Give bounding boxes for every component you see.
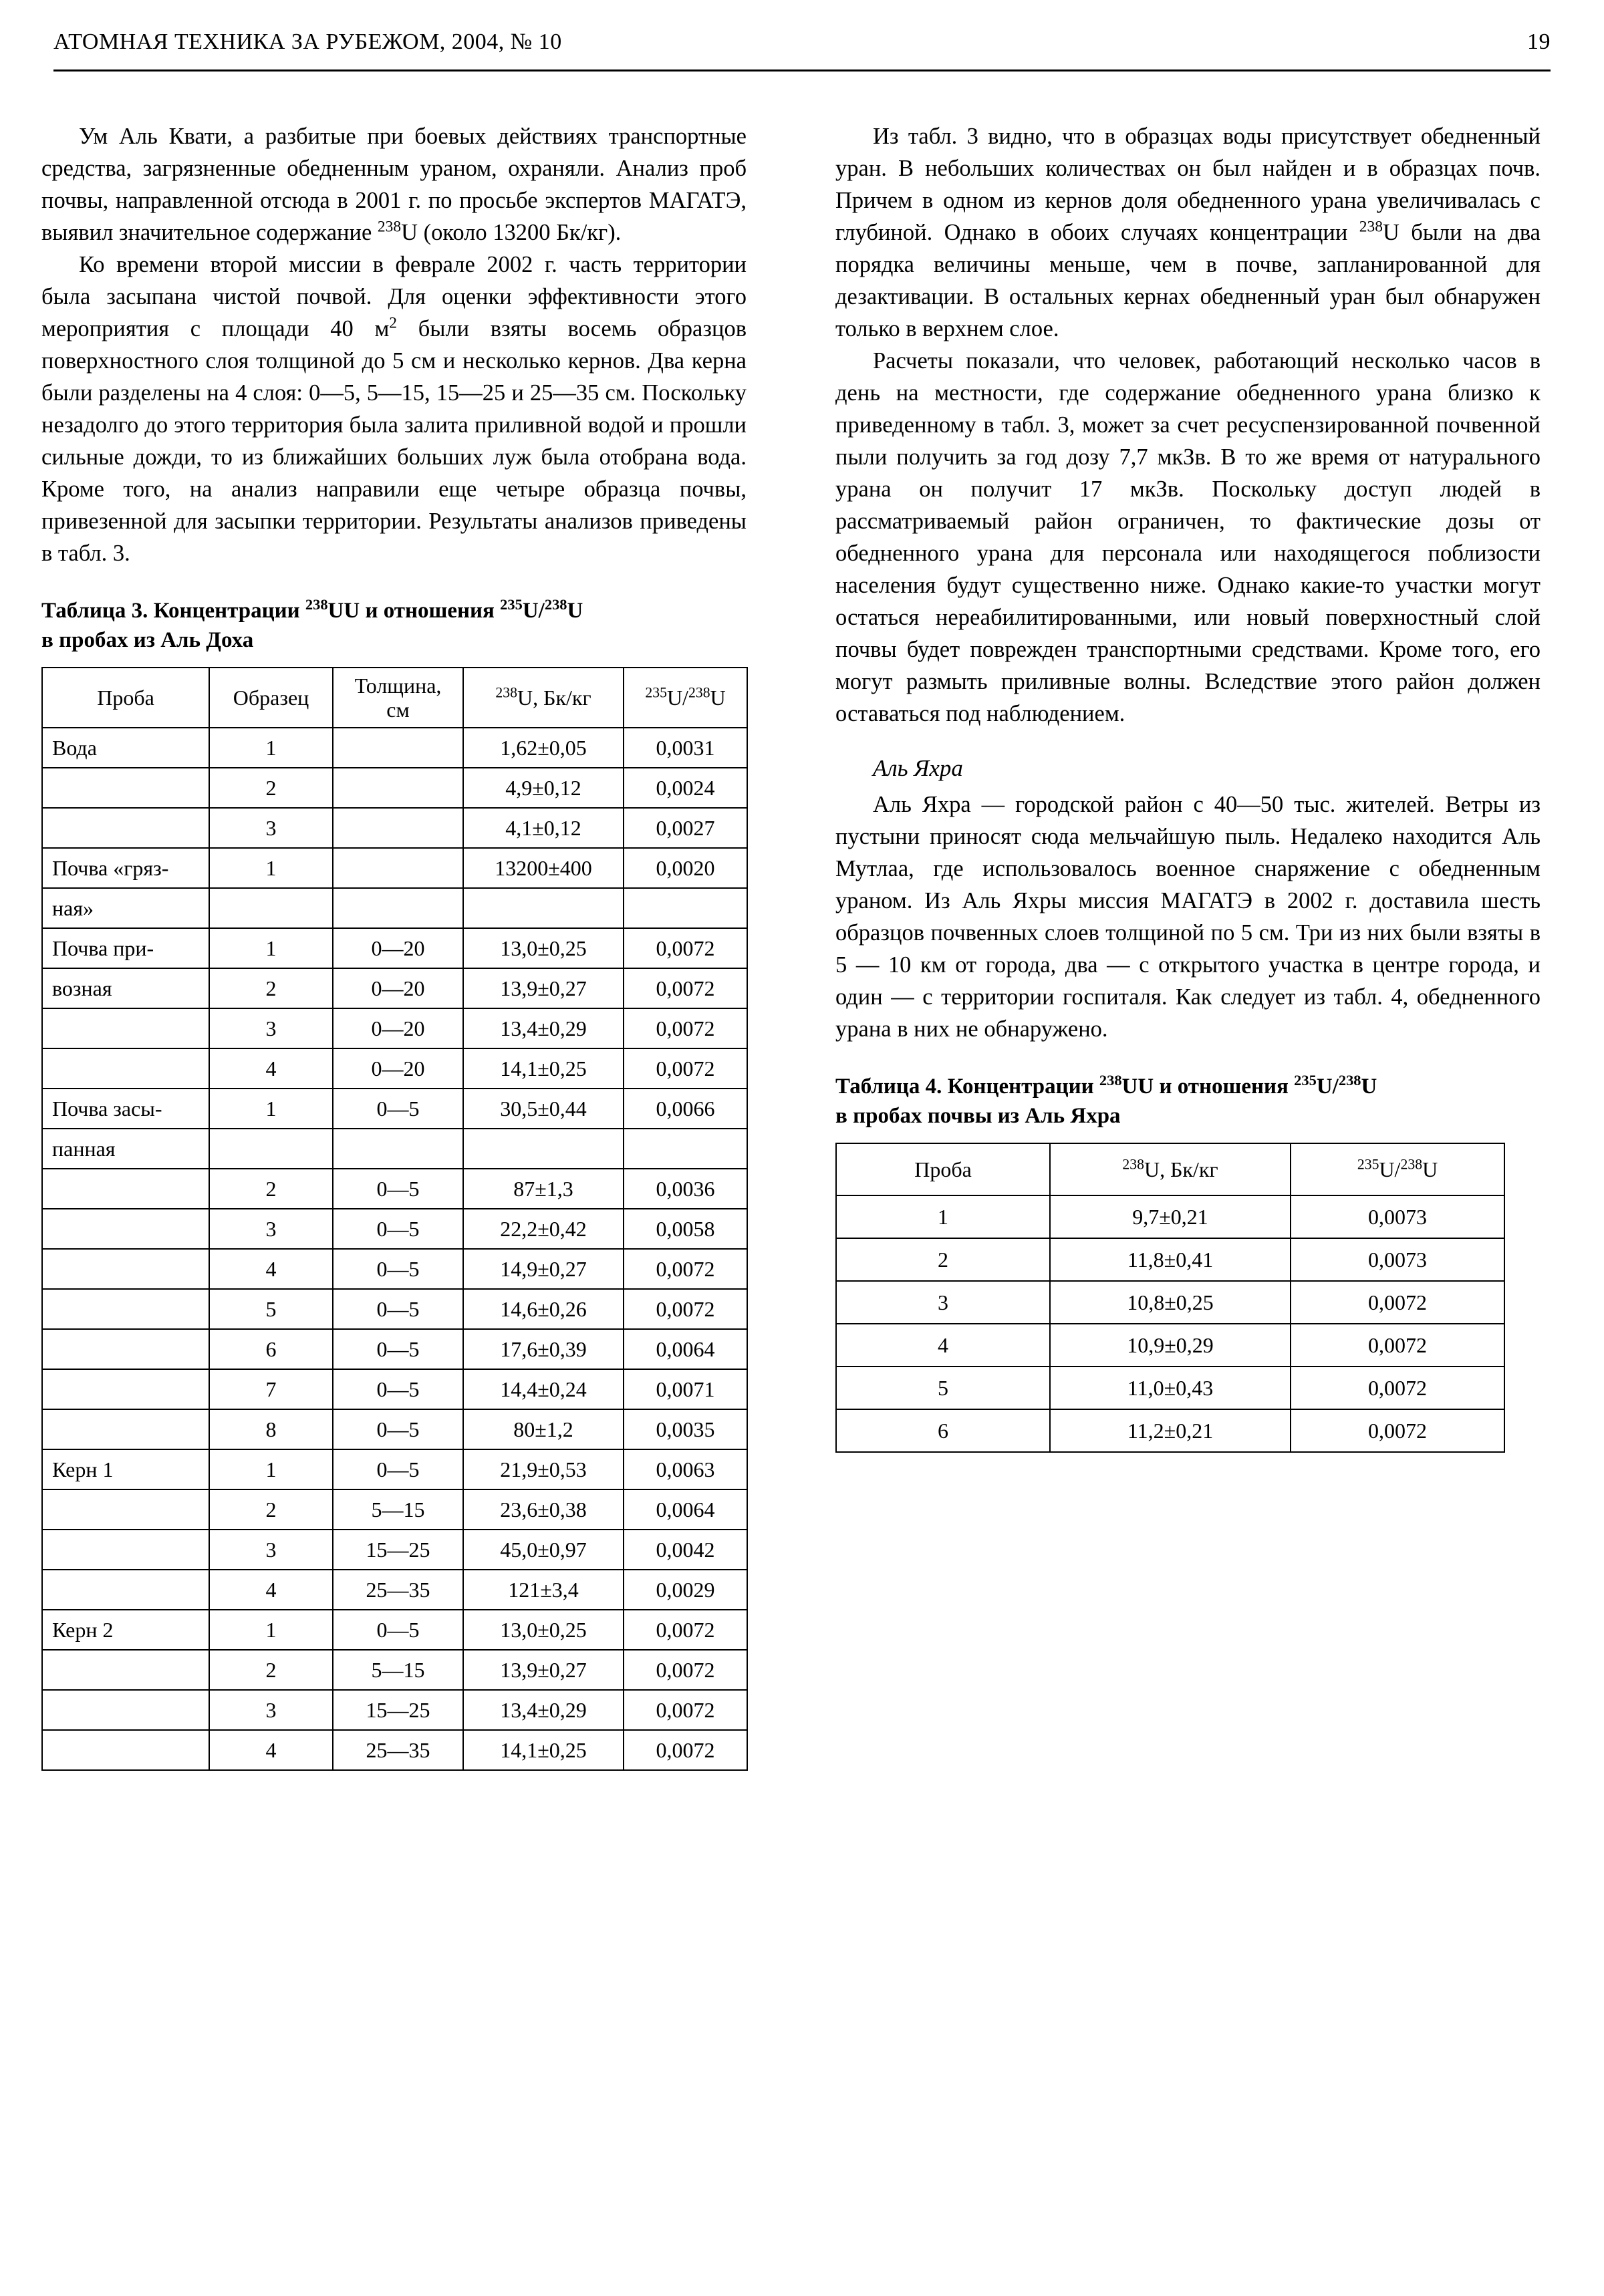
cell-obrazec <box>209 888 333 928</box>
cell-tolshchina: 0—5 <box>333 1249 463 1289</box>
cell-ratio: 0,0072 <box>624 1289 747 1329</box>
cell-ratio: 0,0072 <box>624 1730 747 1770</box>
sup-238-d: 238 <box>1338 1072 1361 1089</box>
table4-caption-line2: в пробах почвы из Аль Яхра <box>835 1104 1121 1128</box>
page-number: 19 <box>1527 29 1551 54</box>
table-row <box>836 1238 1504 1281</box>
table4-caption: Таблица 4. Концентрации $^{238}$UU и отношения $^{235}$U/$^{238}$U в пробах почвы из Аль Яхра <box>835 1072 1377 1128</box>
cell-proba: Почва засы- <box>42 1089 209 1129</box>
cell-obrazec: 2 <box>209 768 333 808</box>
cell-tolshchina <box>333 808 463 848</box>
cell-u238: 87±1,3 <box>463 1169 624 1209</box>
cell-proba: 5 <box>836 1367 1050 1409</box>
cell-u238: 11,8±0,41 <box>1050 1238 1291 1281</box>
cell-u238: 4,1±0,12 <box>463 808 624 848</box>
table-row <box>42 848 747 888</box>
table-row <box>42 1209 747 1249</box>
cell-proba <box>42 1169 209 1209</box>
sup-238-a: 238 <box>305 596 328 613</box>
table-row <box>42 1048 747 1089</box>
cell-proba <box>42 1249 209 1289</box>
table-row <box>42 1530 747 1570</box>
cell-obrazec: 1 <box>209 1449 333 1489</box>
cell-tolshchina: 0—5 <box>333 1409 463 1449</box>
table4-body <box>836 1195 1504 1452</box>
cell-ratio: 0,0072 <box>624 1249 747 1289</box>
cell-proba <box>42 1409 209 1449</box>
cell-ratio: 0,0072 <box>1291 1367 1504 1409</box>
sup-238-c: 238 <box>1099 1072 1122 1089</box>
th-tolshchina: Толщина, см <box>333 668 463 728</box>
cell-proba <box>42 1369 209 1409</box>
table-row <box>42 1249 747 1289</box>
cell-proba <box>42 1489 209 1530</box>
cell-ratio: 0,0027 <box>624 808 747 848</box>
u-letter-d: U <box>1121 1074 1138 1099</box>
cell-tolshchina: 0—5 <box>333 1089 463 1129</box>
cell-u238: 1,62±0,05 <box>463 728 624 768</box>
th4-ratio: $^{235}$U/$^{238}$U <box>1291 1143 1504 1195</box>
cell-ratio: 0,0064 <box>624 1329 747 1369</box>
cell-u238: 22,2±0,42 <box>463 1209 624 1249</box>
cell-obrazec: 5 <box>209 1289 333 1329</box>
cell-obrazec: 8 <box>209 1409 333 1449</box>
table3-header-row <box>42 668 747 728</box>
cell-tolshchina: 0—20 <box>333 1048 463 1089</box>
cell-u238: 13,4±0,29 <box>463 1008 624 1048</box>
cell-proba: панная <box>42 1129 209 1169</box>
cell-proba <box>42 1329 209 1369</box>
cell-proba <box>42 1048 209 1089</box>
cell-ratio: 0,0058 <box>624 1209 747 1249</box>
cell-proba: Керн 2 <box>42 1610 209 1650</box>
cell-u238: 14,9±0,27 <box>463 1249 624 1289</box>
cell-tolshchina: 0—5 <box>333 1289 463 1329</box>
cell-obrazec: 3 <box>209 808 333 848</box>
cell-u238: 11,0±0,43 <box>1050 1367 1291 1409</box>
right-column <box>835 120 1541 1453</box>
cell-proba: 6 <box>836 1409 1050 1452</box>
table3-caption-pre: Таблица 3. Концентрации <box>41 599 305 623</box>
cell-ratio: 0,0072 <box>1291 1324 1504 1367</box>
cell-u238: 13,0±0,25 <box>463 928 624 968</box>
cell-ratio: 0,0031 <box>624 728 747 768</box>
th4-u238: $^{238}$U, Бк/кг <box>1050 1143 1291 1195</box>
paragraph-r1: Из табл. 3 видно, что в образцах воды присутствует обедненный уран. В небольших количествах он был найден и в образцах почв. Причем в одном из кернов доля обедненного урана увеличивалась с глубиной. Однако в обоих случаях концентрации $^{238}$U были на два порядка величины меньше, чем в почве, запланированной для дезактивации. В остальных кернах обедненный уран был обнаружен только в верхнем слое. <box>835 124 1541 341</box>
cell-obrazec: 3 <box>209 1530 333 1570</box>
paragraph-r3: Аль Яхра — городской район с 40—50 тыс. жителей. Ветры из пустыни приносят сюда мельчайшую пыль. Недалеко находится Аль Мутлаа, где использовалось военное снаряжение с обедненным ураном. Из Аль Яхры миссия МАГАТЭ в 2002 г. доставила шесть образцов почвенных слоев толщиной по 5 см. Три из них были взяты в 5 — 10 км от города, два — с открытого участка в центре города, и один — с территории госпиталя. Как следует из табл. 4, обедненного урана в них не обнаружено. <box>835 792 1541 1042</box>
th4-proba: Проба <box>836 1143 1050 1195</box>
table-row <box>42 1329 747 1369</box>
cell-proba: 3 <box>836 1281 1050 1324</box>
cell-u238: 23,6±0,38 <box>463 1489 624 1530</box>
cell-u238: 14,1±0,25 <box>463 1730 624 1770</box>
table-row <box>836 1324 1504 1367</box>
cell-u238: 121±3,4 <box>463 1570 624 1610</box>
cell-proba: возная <box>42 968 209 1008</box>
table-row <box>42 888 747 928</box>
table-row <box>42 1650 747 1690</box>
cell-proba: Вода <box>42 728 209 768</box>
table4-caption-mid: U и отношения <box>1138 1074 1295 1099</box>
paragraph-l1: Ум Аль Квати, а разбитые при боевых действиях транспортные средства, загрязненные обедненным ураном, охраняли. Анализ проб почвы, направленной отсюда в 2001 г. по просьбе экспертов МАГАТЭ, выявил значительное содержание $^{238}$U (около 13200 Бк/кг). <box>41 124 747 245</box>
cell-u238 <box>463 888 624 928</box>
cell-u238: 10,9±0,29 <box>1050 1324 1291 1367</box>
cell-tolshchina: 0—5 <box>333 1209 463 1249</box>
cell-ratio: 0,0024 <box>624 768 747 808</box>
cell-tolshchina: 15—25 <box>333 1530 463 1570</box>
cell-ratio: 0,0072 <box>624 1690 747 1730</box>
cell-u238: 13,9±0,27 <box>463 1650 624 1690</box>
cell-u238: 4,9±0,12 <box>463 768 624 808</box>
cell-obrazec: 3 <box>209 1008 333 1048</box>
table-row <box>42 808 747 848</box>
cell-obrazec: 1 <box>209 848 333 888</box>
cell-u238: 13,0±0,25 <box>463 1610 624 1650</box>
cell-proba <box>42 1690 209 1730</box>
cell-proba: Почва при- <box>42 928 209 968</box>
table-row <box>836 1195 1504 1238</box>
cell-tolshchina: 0—20 <box>333 968 463 1008</box>
table-row <box>42 1489 747 1530</box>
table-row <box>836 1367 1504 1409</box>
table-row <box>42 968 747 1008</box>
cell-proba: 2 <box>836 1238 1050 1281</box>
cell-proba <box>42 1650 209 1690</box>
cell-tolshchina <box>333 768 463 808</box>
cell-tolshchina: 25—35 <box>333 1730 463 1770</box>
cell-obrazec: 2 <box>209 1169 333 1209</box>
sup-235-a: 235 <box>500 596 523 613</box>
table3-caption-line2: в пробах из Аль Доха <box>41 628 254 652</box>
sup-238-b: 238 <box>544 596 567 613</box>
cell-proba <box>42 768 209 808</box>
u-letter-c: U <box>567 599 583 623</box>
cell-proba <box>42 808 209 848</box>
cell-obrazec: 2 <box>209 968 333 1008</box>
cell-obrazec: 2 <box>209 1489 333 1530</box>
cell-ratio: 0,0035 <box>624 1409 747 1449</box>
cell-obrazec: 4 <box>209 1570 333 1610</box>
cell-proba: ная» <box>42 888 209 928</box>
cell-proba <box>42 1730 209 1770</box>
table-row <box>42 1730 747 1770</box>
cell-ratio: 0,0072 <box>1291 1281 1504 1324</box>
cell-u238: 14,4±0,24 <box>463 1369 624 1409</box>
cell-obrazec: 4 <box>209 1048 333 1089</box>
cell-ratio <box>624 888 747 928</box>
cell-proba: 1 <box>836 1195 1050 1238</box>
cell-ratio <box>624 1129 747 1169</box>
table-row <box>42 728 747 768</box>
table3-caption-mid: U и отношения <box>344 599 501 623</box>
cell-ratio: 0,0072 <box>624 928 747 968</box>
cell-ratio: 0,0073 <box>1291 1238 1504 1281</box>
cell-obrazec <box>209 1129 333 1169</box>
cell-proba <box>42 1209 209 1249</box>
cell-u238 <box>463 1129 624 1169</box>
table4-header-row <box>836 1143 1504 1195</box>
cell-tolshchina: 0—5 <box>333 1610 463 1650</box>
sup-235-b: 235 <box>1294 1072 1317 1089</box>
cell-obrazec: 6 <box>209 1329 333 1369</box>
table-row <box>836 1409 1504 1452</box>
cell-ratio: 0,0072 <box>624 1008 747 1048</box>
cell-obrazec: 1 <box>209 928 333 968</box>
table4-wrapper <box>835 1143 1541 1453</box>
cell-tolshchina: 0—5 <box>333 1449 463 1489</box>
cell-ratio: 0,0020 <box>624 848 747 888</box>
cell-ratio: 0,0066 <box>624 1089 747 1129</box>
cell-u238: 14,1±0,25 <box>463 1048 624 1089</box>
cell-obrazec: 3 <box>209 1209 333 1249</box>
cell-obrazec: 4 <box>209 1249 333 1289</box>
th-u238: $^{238}$U, Бк/кг <box>463 668 624 728</box>
cell-ratio: 0,0064 <box>624 1489 747 1530</box>
cell-tolshchina: 5—15 <box>333 1650 463 1690</box>
table-row <box>42 1610 747 1650</box>
th-ratio: $^{235}$U/$^{238}$U <box>624 668 747 728</box>
cell-obrazec: 4 <box>209 1730 333 1770</box>
cell-tolshchina <box>333 728 463 768</box>
table-row <box>42 1008 747 1048</box>
left-column <box>41 120 747 1771</box>
cell-u238: 9,7±0,21 <box>1050 1195 1291 1238</box>
cell-proba: Почва «гряз- <box>42 848 209 888</box>
table-row <box>42 1690 747 1730</box>
u-letter-a: U <box>327 599 344 623</box>
table-row <box>42 1289 747 1329</box>
cell-ratio: 0,0072 <box>1291 1409 1504 1452</box>
cell-ratio: 0,0036 <box>624 1169 747 1209</box>
th-obrazec: Образец <box>209 668 333 728</box>
cell-tolshchina: 0—5 <box>333 1329 463 1369</box>
table-row <box>42 928 747 968</box>
table-row <box>42 1570 747 1610</box>
cell-u238: 11,2±0,21 <box>1050 1409 1291 1452</box>
cell-ratio: 0,0071 <box>624 1369 747 1409</box>
cell-tolshchina: 25—35 <box>333 1570 463 1610</box>
cell-ratio: 0,0072 <box>624 968 747 1008</box>
cell-proba <box>42 1289 209 1329</box>
cell-tolshchina <box>333 848 463 888</box>
cell-u238: 21,9±0,53 <box>463 1449 624 1489</box>
table-row <box>42 1129 747 1169</box>
cell-tolshchina: 0—20 <box>333 1008 463 1048</box>
cell-u238: 13,4±0,29 <box>463 1690 624 1730</box>
cell-obrazec: 1 <box>209 728 333 768</box>
cell-ratio: 0,0072 <box>624 1048 747 1089</box>
table-row <box>42 768 747 808</box>
paragraph-l2: Ко времени второй миссии в феврале 2002 г. часть территории была засыпана чистой почвой. Для оценки эффективности этого мероприятия с площади 40 $м^2$ были взяты восемь образцов поверхностного слоя толщиной до 5 см и несколько кернов. Два керна были разделены на 4 слоя: 0—5, 5—15, 15—25 и 25—35 см. Поскольку незадолго до этого территория была залита приливной водой и прошли сильные дожди, то из ближайших больших луж была отобрана вода. Кроме того, на анализ направили еще четыре образца почвы, привезенной для засыпки территории. Результаты анализов приведены в табл. 3. <box>41 252 747 566</box>
table-row <box>42 1449 747 1489</box>
table-row <box>42 1169 747 1209</box>
table-row <box>42 1369 747 1409</box>
paragraph-r2: Расчеты показали, что человек, работающий несколько часов в день на местности, где содержание обедненного урана близко к приведенному в табл. 3, может за счет ресуспензированной почвенной пыли получить за год дозу 7,7 мкЗв. В то же время от натурального урана он получит 17 мкЗв. Поскольку доступ людей в рассматриваемый район ограничен, то фактические дозы от обедненного урана для персонала или находящегося поблизости населения будут существенно ниже. Однако какие-то участки могут остаться нереабилитированными, или новый поверхностный слой почвы будет поврежден транспортными средствами. Кроме того, его могут размыть приливные волны. Вследствие этого район должен оставаться под наблюдением. <box>835 348 1541 726</box>
cell-u238: 10,8±0,25 <box>1050 1281 1291 1324</box>
cell-tolshchina <box>333 888 463 928</box>
cell-tolshchina: 15—25 <box>333 1690 463 1730</box>
table3-caption: Таблица 3. Концентрации $^{238}$UU и отношения $^{235}$U/$^{238}$U в пробах из Аль Доха <box>41 596 583 652</box>
cell-ratio: 0,0063 <box>624 1449 747 1489</box>
table-row <box>42 1089 747 1129</box>
cell-ratio: 0,0042 <box>624 1530 747 1570</box>
cell-u238: 17,6±0,39 <box>463 1329 624 1369</box>
cell-u238: 13,9±0,27 <box>463 968 624 1008</box>
table3-wrapper <box>41 667 747 1771</box>
cell-u238: 30,5±0,44 <box>463 1089 624 1129</box>
cell-tolshchina: 0—5 <box>333 1369 463 1409</box>
cell-obrazec: 1 <box>209 1089 333 1129</box>
header-rule <box>53 69 1551 71</box>
u-letter-b: U <box>522 599 539 623</box>
cell-tolshchina <box>333 1129 463 1169</box>
u-letter-f: U <box>1361 1074 1377 1099</box>
cell-proba: 4 <box>836 1324 1050 1367</box>
cell-ratio: 0,0073 <box>1291 1195 1504 1238</box>
cell-proba <box>42 1530 209 1570</box>
cell-ratio: 0,0029 <box>624 1570 747 1610</box>
cell-proba: Керн 1 <box>42 1449 209 1489</box>
table-uranium-al-yahra <box>835 1143 1505 1453</box>
cell-ratio: 0,0072 <box>624 1650 747 1690</box>
cell-proba <box>42 1570 209 1610</box>
cell-obrazec: 3 <box>209 1690 333 1730</box>
u-letter-e: U <box>1316 1074 1333 1099</box>
table-uranium-al-doha <box>41 667 748 1771</box>
cell-u238: 13200±400 <box>463 848 624 888</box>
table3-body <box>42 728 747 1770</box>
table4-caption-pre: Таблица 4. Концентрации <box>835 1074 1099 1099</box>
cell-tolshchina: 0—20 <box>333 928 463 968</box>
table-row <box>42 1409 747 1449</box>
cell-ratio: 0,0072 <box>624 1610 747 1650</box>
cell-u238: 80±1,2 <box>463 1409 624 1449</box>
table-row <box>836 1281 1504 1324</box>
th-proba: Проба <box>42 668 209 728</box>
cell-u238: 45,0±0,97 <box>463 1530 624 1570</box>
cell-obrazec: 2 <box>209 1650 333 1690</box>
section-heading-al-yahra: Аль Яхра <box>873 755 963 781</box>
cell-obrazec: 1 <box>209 1610 333 1650</box>
cell-u238: 14,6±0,26 <box>463 1289 624 1329</box>
cell-tolshchina: 0—5 <box>333 1169 463 1209</box>
running-head <box>53 29 1551 55</box>
journal-title: АТОМНАЯ ТЕХНИКА ЗА РУБЕЖОМ, 2004, № 10 <box>53 29 562 54</box>
cell-tolshchina: 5—15 <box>333 1489 463 1530</box>
cell-proba <box>42 1008 209 1048</box>
cell-obrazec: 7 <box>209 1369 333 1409</box>
